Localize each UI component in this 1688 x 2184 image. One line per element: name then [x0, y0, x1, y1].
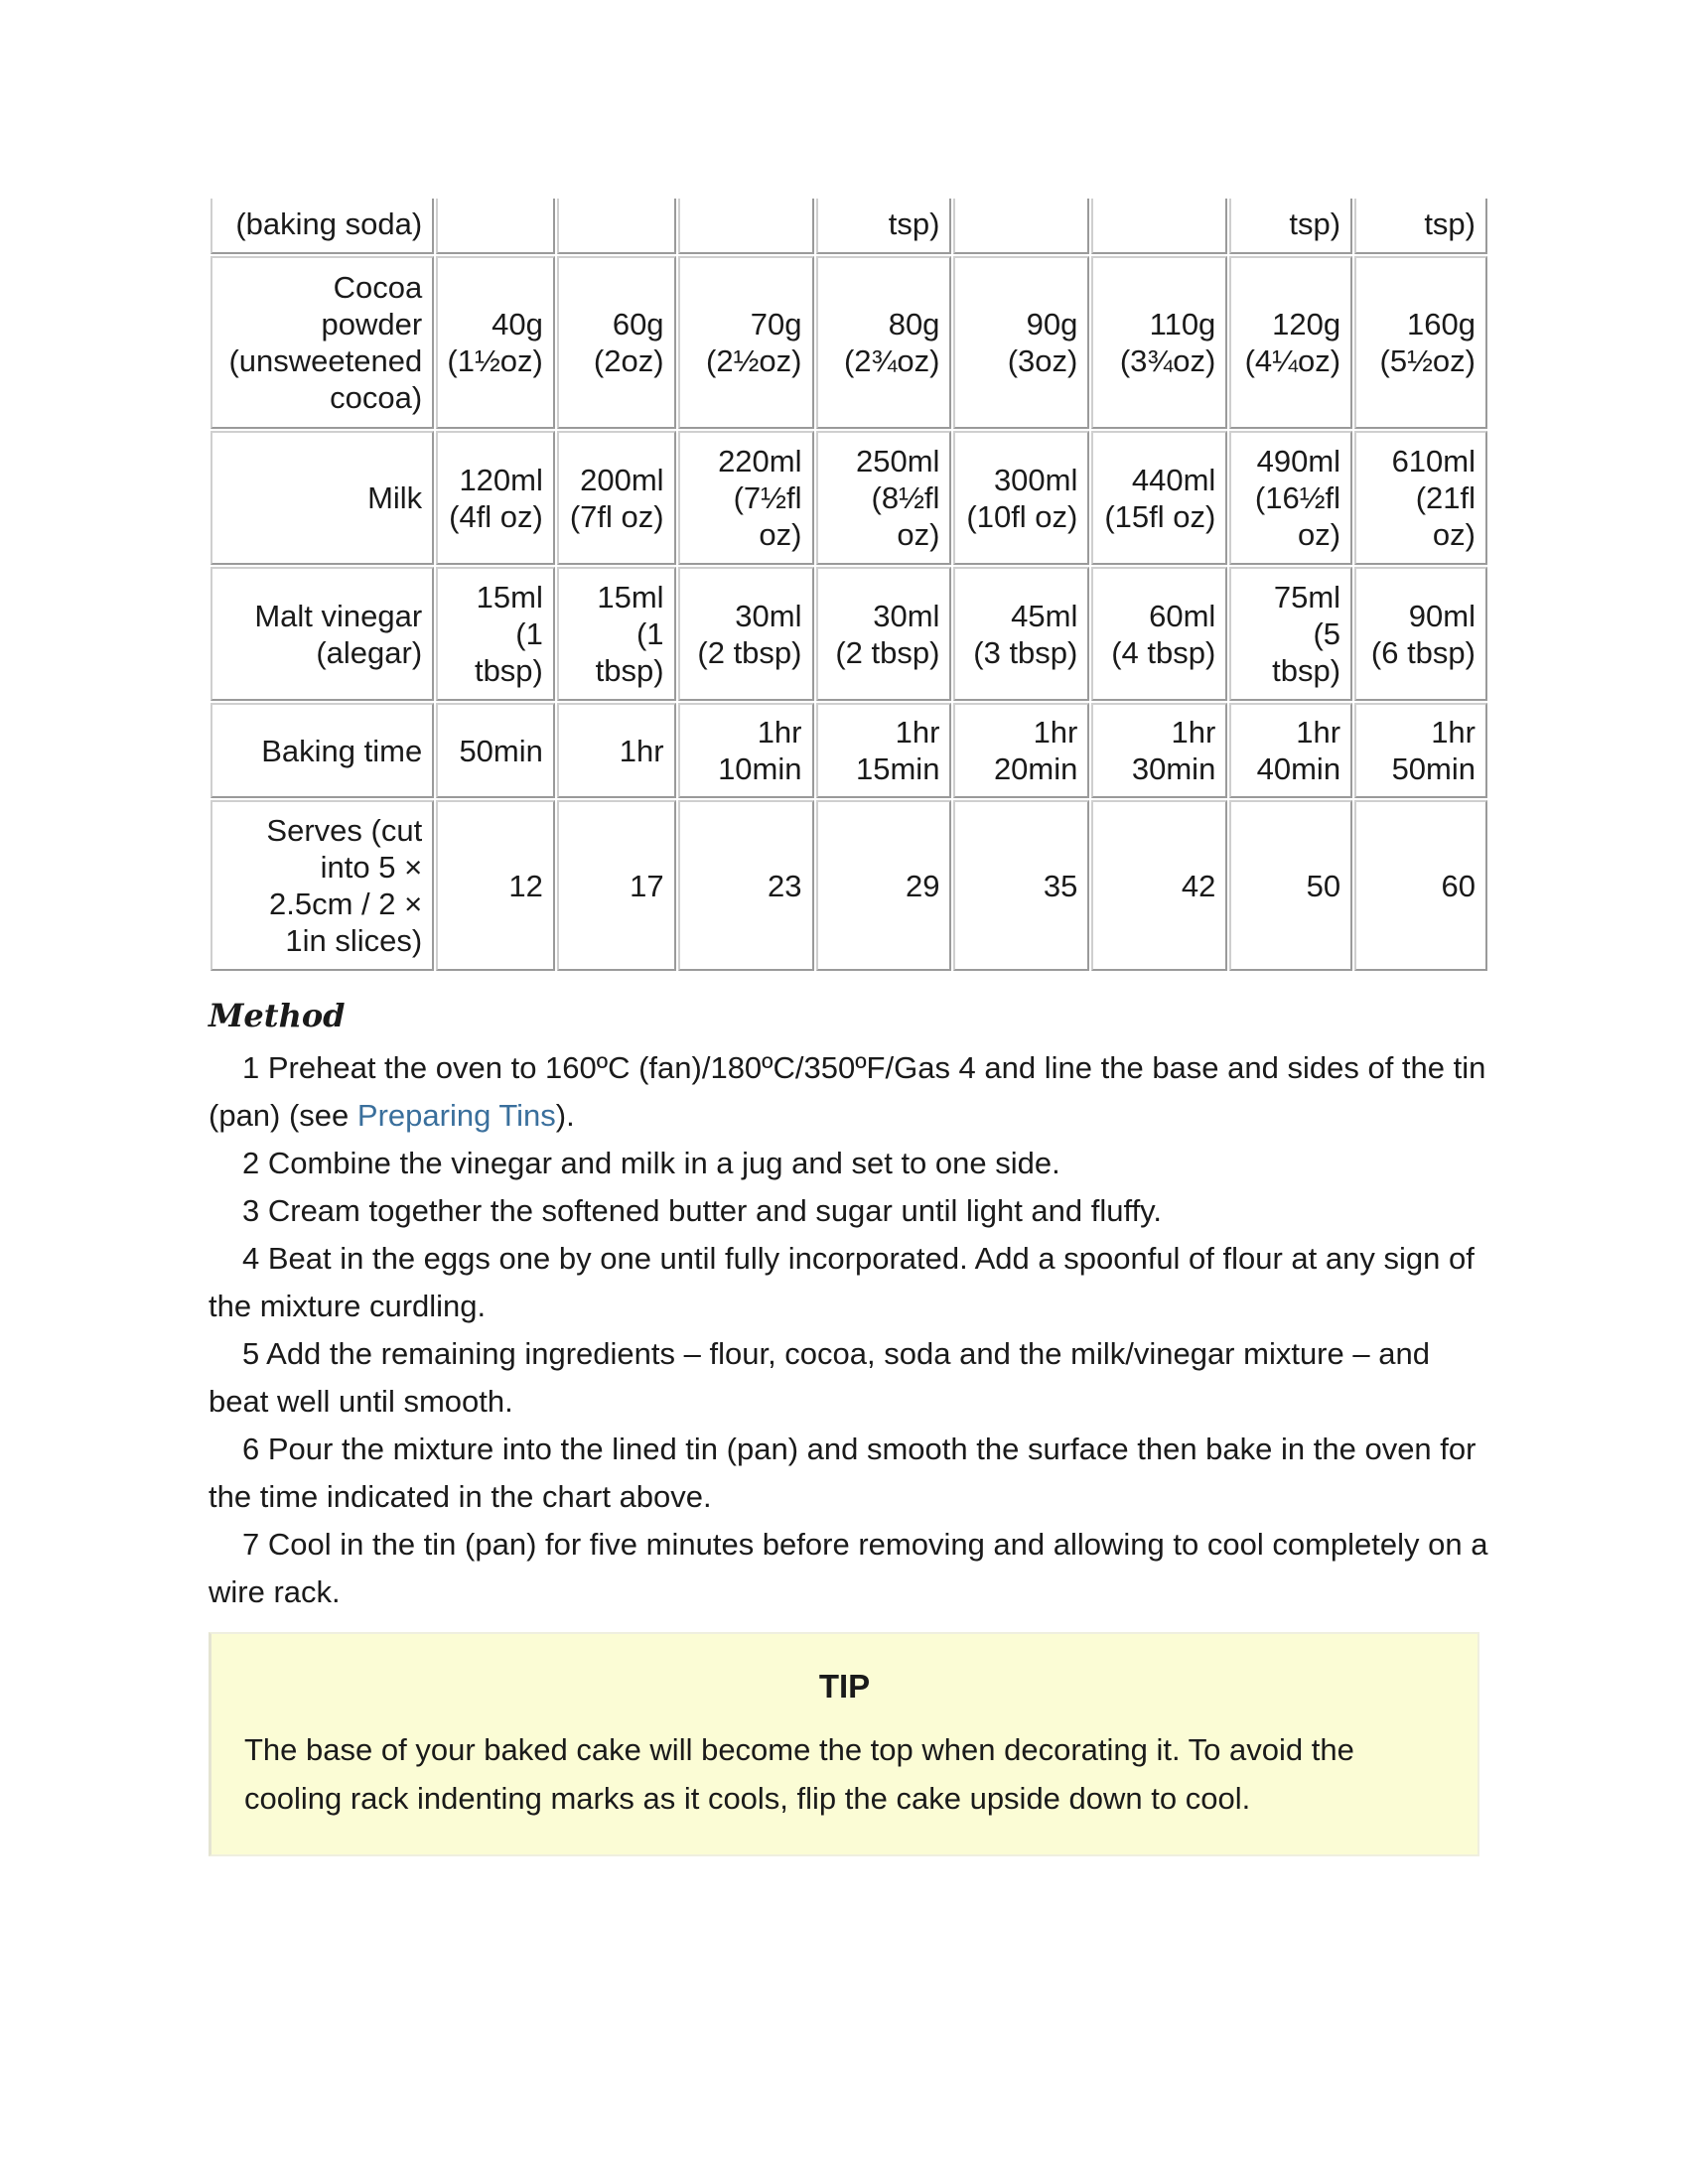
table-cell: 490ml (16½fl oz)	[1229, 431, 1352, 565]
table-cell: 440ml (15fl oz)	[1091, 431, 1227, 565]
table-row	[211, 199, 1487, 254]
table-cell: 1hr 10min	[678, 703, 814, 798]
method-step: 4 Beat in the eggs one by one until fully incorporated. Add a spoonful of flour at any sign of the mixture curdling.	[209, 1241, 1475, 1323]
table-cell	[1091, 199, 1227, 254]
table-cell	[436, 199, 555, 254]
table-cell: 1hr 20min	[953, 703, 1089, 798]
table-cell: 90g (3oz)	[953, 256, 1089, 429]
table-cell: 12	[436, 800, 555, 971]
method-step: 2 Combine the vinegar and milk in a jug and set to one side.	[242, 1146, 1060, 1180]
table-cell: 200ml (7fl oz)	[557, 431, 676, 565]
table-cell	[953, 199, 1089, 254]
table-cell: 120g (4¼oz)	[1229, 256, 1352, 429]
table-cell: 40g (1½oz)	[436, 256, 555, 429]
table-cell: tsp)	[816, 199, 952, 254]
table-cell: 80g (2¾oz)	[816, 256, 952, 429]
table-cell: 220ml (7½fl oz)	[678, 431, 814, 565]
step-text: 1 Preheat the oven to 160ºC (fan)/180ºC/350ºF/Gas 4 and line the base and sides of the tin (pan) (see	[209, 1050, 1486, 1133]
table-cell	[557, 199, 676, 254]
table-row	[211, 800, 1487, 971]
row-label: Milk	[211, 431, 434, 565]
method-step	[209, 1044, 1489, 1140]
table-cell: 75ml (5 tbsp)	[1229, 567, 1352, 701]
row-label: Baking time	[211, 703, 434, 798]
table-cell: 250ml (8½fl oz)	[816, 431, 952, 565]
table-cell: 110g (3¾oz)	[1091, 256, 1227, 429]
method-step: 3 Cream together the softened butter and sugar until light and fluffy.	[242, 1193, 1162, 1228]
step-text: ).	[555, 1098, 575, 1133]
method-step: 7 Cool in the tin (pan) for five minutes before removing and allowing to cool completely on a wire rack.	[209, 1527, 1488, 1609]
table-row	[211, 567, 1487, 701]
table-cell: 30ml (2 tbsp)	[816, 567, 952, 701]
method-step: 6 Pour the mixture into the lined tin (pan) and smooth the surface then bake in the oven for the time indicated in the chart above.	[209, 1432, 1477, 1514]
table-cell: 50min	[436, 703, 555, 798]
table-row	[211, 431, 1487, 565]
table-cell: 610ml (21fl oz)	[1354, 431, 1487, 565]
tip-box	[209, 1632, 1479, 1856]
table-cell: tsp)	[1354, 199, 1487, 254]
table-cell: 60g (2oz)	[557, 256, 676, 429]
row-label: Serves (cut into 5 × 2.5cm / 2 × 1in slices)	[211, 800, 434, 971]
table-cell: 45ml (3 tbsp)	[953, 567, 1089, 701]
tip-text: The base of your baked cake will become the top when decorating it. To avoid the cooling rack indenting marks as it cools, flip the cake upside down to cool.	[244, 1732, 1354, 1816]
table-cell: 15ml (1 tbsp)	[436, 567, 555, 701]
table-cell: 90ml (6 tbsp)	[1354, 567, 1487, 701]
table-cell: 29	[816, 800, 952, 971]
table-cell	[678, 199, 814, 254]
table-cell: 1hr 15min	[816, 703, 952, 798]
table-cell: 15ml (1 tbsp)	[557, 567, 676, 701]
table-cell: 160g (5½oz)	[1354, 256, 1487, 429]
row-label: Cocoa powder (unsweetened cocoa)	[211, 256, 434, 429]
method-step: 5 Add the remaining ingredients – flour, cocoa, soda and the milk/vinegar mixture – and beat well until smooth.	[209, 1336, 1430, 1419]
table-cell: 1hr 30min	[1091, 703, 1227, 798]
preparing-tins-link[interactable]: Preparing Tins	[356, 1098, 556, 1133]
table-cell: 300ml (10fl oz)	[953, 431, 1089, 565]
table-cell: 30ml (2 tbsp)	[678, 567, 814, 701]
table-cell: 1hr 50min	[1354, 703, 1487, 798]
table-cell: 50	[1229, 800, 1352, 971]
page-content	[209, 197, 1489, 1616]
table-cell: 60	[1354, 800, 1487, 971]
tip-title: TIP	[818, 1668, 871, 1705]
table-row	[211, 256, 1487, 429]
row-label: (baking soda)	[211, 199, 434, 254]
table-cell: 120ml (4fl oz)	[436, 431, 555, 565]
table-cell: tsp)	[1229, 199, 1352, 254]
table-cell: 35	[953, 800, 1089, 971]
table-cell: 23	[678, 800, 814, 971]
table-cell: 70g (2½oz)	[678, 256, 814, 429]
table-row	[211, 703, 1487, 798]
ingredients-table	[209, 197, 1489, 973]
table-cell: 1hr	[557, 703, 676, 798]
row-label: Malt vinegar (alegar)	[211, 567, 434, 701]
method-heading: Method	[209, 997, 346, 1034]
table-cell: 17	[557, 800, 676, 971]
table-cell: 60ml (4 tbsp)	[1091, 567, 1227, 701]
table-cell: 42	[1091, 800, 1227, 971]
table-cell: 1hr 40min	[1229, 703, 1352, 798]
